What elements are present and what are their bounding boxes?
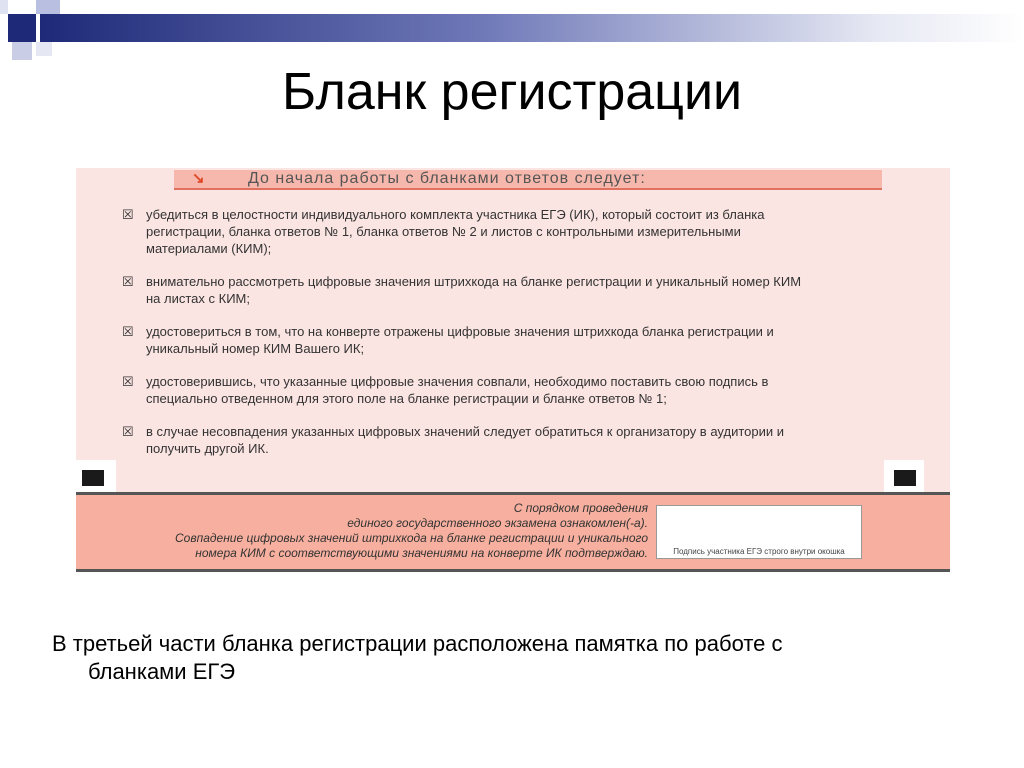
checkbox-icon: ☒ [122, 207, 134, 222]
list-item [122, 373, 952, 407]
form-instructions-section [76, 168, 950, 492]
consent-line: Совпадение цифровых значений штрихкода на бланке регистрации и уникального [175, 531, 648, 545]
signature-caption: Подпись участника ЕГЭ строго внутри окошка [673, 547, 845, 556]
list-item [122, 323, 952, 357]
list-item-text: удостоверившись, что указанные цифровые значения совпали, необходимо поставить свою подпись в [146, 374, 769, 389]
list-item-text: убедиться в целостности индивидуального комплекта участника ЕГЭ (ИК), который состоит из бланка [146, 207, 765, 222]
decorative-square [36, 0, 60, 14]
list-item [122, 423, 952, 457]
form-header [174, 170, 882, 190]
registration-form-image [48, 168, 950, 576]
list-item-text: получить другой ИК. [146, 441, 269, 456]
checkbox-icon: ☒ [122, 274, 134, 289]
list-item-text: материалами (КИМ); [146, 241, 272, 256]
list-item-text: в случае несовпадения указанных цифровых значений следует обратиться к организатору в аудитории и [146, 424, 784, 439]
alignment-marker [82, 470, 104, 486]
decorative-top-bar [40, 14, 1024, 42]
list-item-text: специально отведенном для этого поле на бланке регистрации и бланке ответов № 1; [146, 391, 667, 406]
decorative-square [8, 14, 36, 42]
arrow-icon: ↘ [192, 170, 206, 187]
list-item-text: на листах с КИМ; [146, 291, 250, 306]
list-item [122, 273, 952, 307]
signature-box [656, 505, 862, 559]
checkbox-icon: ☒ [122, 374, 134, 389]
consent-line: С порядком проведения [513, 501, 648, 515]
checkbox-icon: ☒ [122, 324, 134, 339]
alignment-marker [894, 470, 916, 486]
consent-text [48, 501, 648, 561]
decorative-square [12, 42, 32, 60]
instruction-list [122, 206, 952, 473]
form-consent-section [76, 492, 950, 572]
caption-line: бланками ЕГЭ [88, 659, 236, 684]
decorative-square [36, 42, 52, 56]
list-item-text: уникальный номер КИМ Вашего ИК; [146, 341, 365, 356]
slide-caption [52, 630, 952, 686]
consent-line: номера КИМ с соответствующими значениями на конверте ИК подтверждаю. [195, 546, 648, 560]
caption-line: В третьей части бланка регистрации расположена памятка по работе с [52, 631, 783, 656]
consent-line: единого государственного экзамена ознакомлен(-а). [347, 516, 648, 530]
list-item-text: удостовериться в том, что на конверте отражены цифровые значения штрихкода бланка регистрации и [146, 324, 774, 339]
form-header-text: До начала работы с бланками ответов следует: [248, 170, 646, 187]
slide-title: Бланк регистрации [281, 63, 743, 121]
checkbox-icon: ☒ [122, 424, 134, 439]
list-item-text: внимательно рассмотреть цифровые значения штрихкода на бланке регистрации и уникальный номер КИМ [146, 274, 802, 289]
decorative-square [0, 0, 8, 14]
list-item [122, 206, 952, 257]
list-item-text: регистрации, бланка ответов № 1, бланка ответов № 2 и листов с контрольными измерительными [146, 224, 741, 239]
